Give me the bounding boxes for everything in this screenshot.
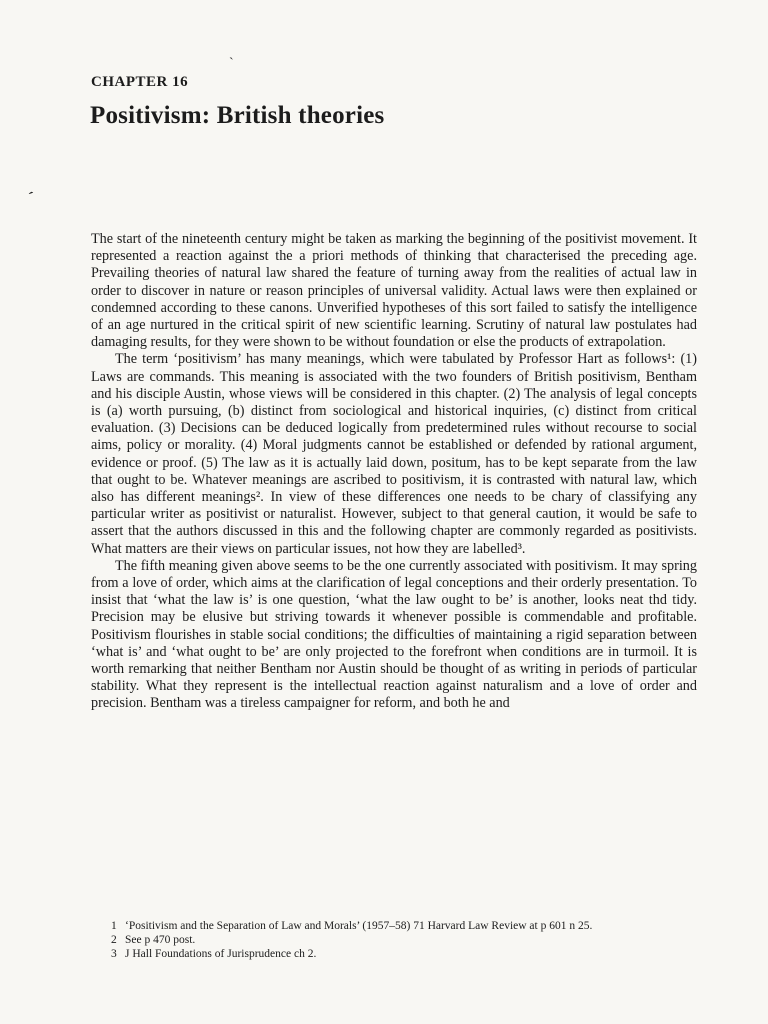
footnotes bbox=[113, 919, 705, 961]
chapter-label: CHAPTER 16 bbox=[91, 74, 189, 90]
footnote-text: See p 470 post. bbox=[125, 934, 196, 946]
paragraph: The start of the nineteenth century might be taken as marking the beginning of the positivist movement. It represented a reaction against the a priori methods of thinking that characterised the preceding age. Prevailing theories of natural law shared the feature of turning away from the realities of actual law in order to discover in nature or reason principles of universal validity. Actual laws were then explained or condemned according to these canons. Unverified hypotheses of this sort failed to satisfy the intelligence of an age nurtured in the critical spirit of new scientific learning. Scrutiny of natural law postulates had damaging results, for they were shown to be without foundation or else the products of extrapolation. bbox=[91, 231, 697, 351]
footnote-number: 2 bbox=[111, 934, 117, 946]
footnote bbox=[113, 933, 705, 947]
body-text bbox=[91, 231, 697, 713]
stray-mark: ˊ bbox=[23, 187, 36, 209]
paragraph: The term ‘positivism’ has many meanings, which were tabulated by Professor Hart as follows¹: (1) Laws are commands. This meaning is associated with the two founders of British positivism, Bentham and his disciple Austin, whose views will be considered in this chapter. (2) The analysis of legal concepts is (a) worth pursuing, (b) distinct from sociological and historical inquiries, (c) distinct from critical evaluation. (3) Decisions can be deduced logically from predetermined rules without recourse to social aims, policy or morality. (4) Moral judgments cannot be established or defended by rational argument, evidence or proof. (5) The law as it is actually laid down, positum, has to be kept separate from the law that ought to be. Whatever meanings are ascribed to positivism, it is contrasted with natural law, which also has different meanings². In view of these differences one needs to be chary of classifying any particular writer as positivist or naturalist. However, subject to that general caution, it would be safe to assert that the authors discussed in this and the following chapter are commonly regarded as positivists. What matters are their views on particular issues, not how they are labelled³. bbox=[91, 351, 697, 557]
footnote bbox=[113, 919, 705, 933]
stray-mark: ˋ bbox=[229, 56, 234, 71]
footnote-text: ‘Positivism and the Separation of Law and Morals’ (1957–58) 71 Harvard Law Review at p 601 n 25. bbox=[125, 920, 593, 932]
chapter-title: Positivism: British theories bbox=[90, 102, 385, 129]
footnote bbox=[113, 947, 705, 961]
paragraph: The fifth meaning given above seems to be the one currently associated with positivism. It may spring from a love of order, which aims at the clarification of legal conceptions and their orderly presentation. To insist that ‘what the law is’ is one question, ‘what the law ought to be’ is another, looks neat thd tidy. Precision may be elusive but striving towards it whenever possible is commendable and profitable. Positivism flourishes in stable social conditions; the difficulties of maintaining a rigid separation between ‘what is’ and ‘what ought to be’ are only projected to the forefront when conditions are in turmoil. It is worth remarking that neither Bentham nor Austin should be thought of as writing in periods of particular stability. What they represent is the intellectual reaction against naturalism and a love of order and precision. Bentham was a tireless campaigner for reform, and both he and bbox=[91, 557, 697, 712]
footnote-number: 3 bbox=[111, 948, 117, 960]
footnote-number: 1 bbox=[111, 920, 117, 932]
footnote-text: J Hall Foundations of Jurisprudence ch 2. bbox=[125, 948, 317, 960]
